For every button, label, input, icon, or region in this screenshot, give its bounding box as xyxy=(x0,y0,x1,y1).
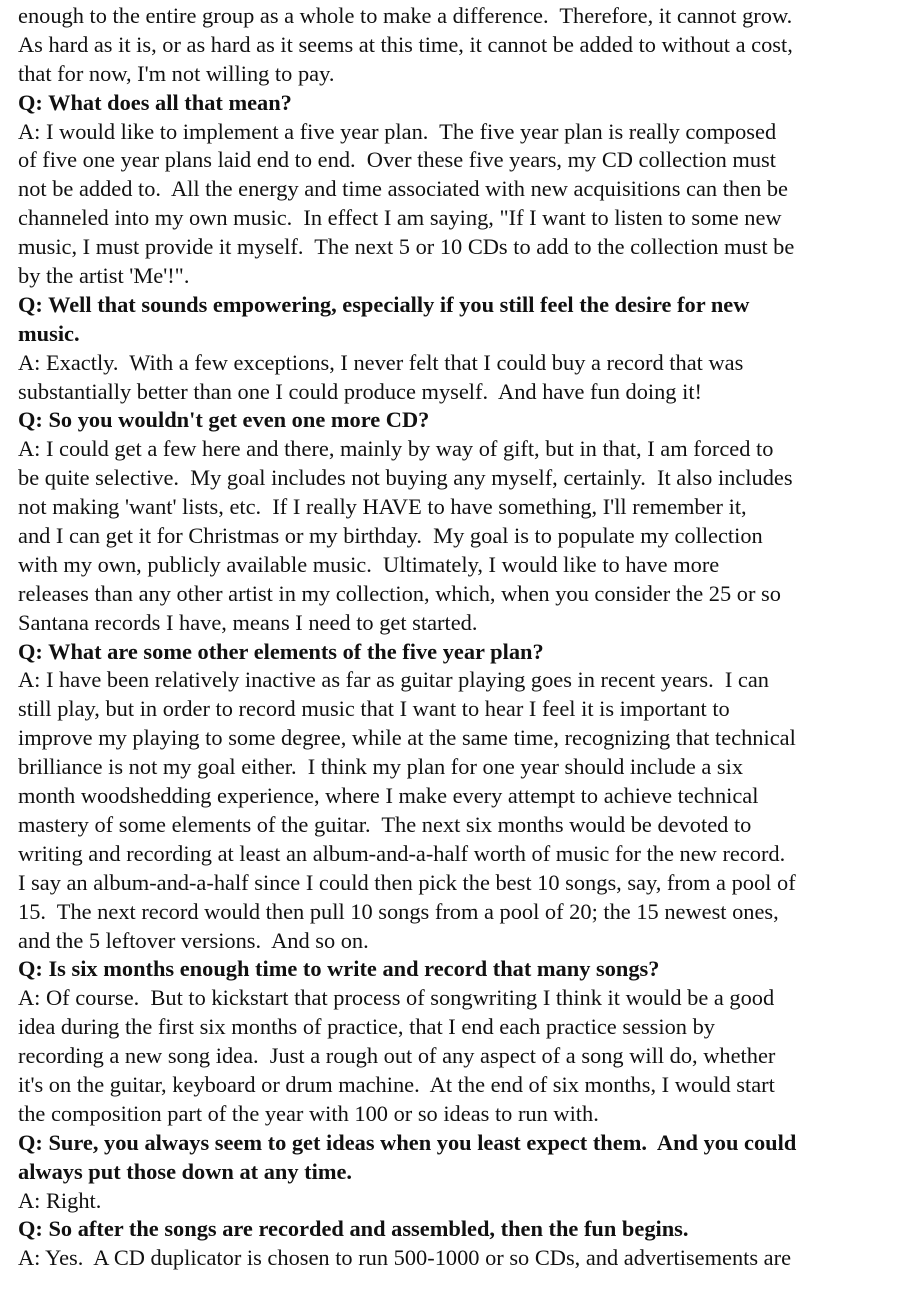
question-line: Q: So you wouldn't get even one more CD? xyxy=(18,407,430,433)
question-line: music. xyxy=(18,320,80,346)
question-block xyxy=(18,291,898,349)
answer-line: A: Right. xyxy=(18,1187,102,1213)
answer-block xyxy=(18,984,898,1128)
answer-line: brilliance is not my goal either. I think my plan for one year should include a six xyxy=(18,754,744,780)
question-line: Q: What are some other elements of the five year plan? xyxy=(18,638,544,664)
answer-line: month woodshedding experience, where I make every attempt to achieve technical xyxy=(18,783,759,809)
answer-block xyxy=(18,2,898,89)
answer-block xyxy=(18,435,898,637)
answer-line: improve my playing to some degree, while at the same time, recognizing that technical xyxy=(18,725,796,751)
answer-line: channeled into my own music. In effect I am saying, "If I want to listen to some new xyxy=(18,205,782,231)
answer-line: releases than any other artist in my collection, which, when you consider the 25 or so xyxy=(18,580,781,606)
question-block xyxy=(18,1129,898,1187)
answer-line: Santana records I have, means I need to get started. xyxy=(18,609,478,635)
question-line: Q: Well that sounds empowering, especially if you still feel the desire for new xyxy=(18,291,750,317)
answer-line: the composition part of the year with 100 or so ideas to run with. xyxy=(18,1100,599,1126)
answer-line: substantially better than one I could produce myself. And have fun doing it! xyxy=(18,378,702,404)
answer-line: not be added to. All the energy and time associated with new acquisitions can then be xyxy=(18,176,788,202)
answer-line: writing and recording at least an album-and-a-half worth of music for the new record. xyxy=(18,840,786,866)
answer-line: of five one year plans laid end to end. Over these five years, my CD collection must xyxy=(18,147,776,173)
answer-line: A: I would like to implement a five year plan. The five year plan is really composed xyxy=(18,118,777,144)
question-line: Q: What does all that mean? xyxy=(18,89,292,115)
answer-line: A: Yes. A CD duplicator is chosen to run 500-1000 or so CDs, and advertisements are xyxy=(18,1245,792,1271)
answer-line: and the 5 leftover versions. And so on. xyxy=(18,927,369,953)
answer-line: idea during the first six months of practice, that I end each practice session by xyxy=(18,1014,715,1040)
question-block xyxy=(18,955,898,984)
answer-line: and I can get it for Christmas or my birthday. My goal is to populate my collection xyxy=(18,523,763,549)
answer-line: A: I could get a few here and there, mainly by way of gift, but in that, I am forced to xyxy=(18,436,774,462)
question-line: Q: So after the songs are recorded and assembled, then the fun begins. xyxy=(18,1216,689,1242)
answer-line: be quite selective. My goal includes not buying any myself, certainly. It also includes xyxy=(18,465,793,491)
question-line: Q: Is six months enough time to write and record that many songs? xyxy=(18,956,660,982)
answer-line: As hard as it is, or as hard as it seems at this time, it cannot be added to without a cost, xyxy=(18,31,793,57)
answer-line: mastery of some elements of the guitar. The next six months would be devoted to xyxy=(18,811,752,837)
answer-line: with my own, publicly available music. Ultimately, I would like to have more xyxy=(18,551,720,577)
answer-line: recording a new song idea. Just a rough out of any aspect of a song will do, whether xyxy=(18,1043,776,1069)
answer-block xyxy=(18,349,898,407)
answer-block xyxy=(18,666,898,955)
question-block xyxy=(18,406,898,435)
answer-line: not making 'want' lists, etc. If I really HAVE to have something, I'll remember it, xyxy=(18,494,747,520)
answer-line: I say an album-and-a-half since I could then pick the best 10 songs, say, from a pool of xyxy=(18,869,796,895)
answer-line: that for now, I'm not willing to pay. xyxy=(18,60,335,86)
answer-line: A: Of course. But to kickstart that process of songwriting I think it would be a good xyxy=(18,985,775,1011)
answer-line: it's on the guitar, keyboard or drum machine. At the end of six months, I would start xyxy=(18,1071,775,1097)
question-block xyxy=(18,89,898,118)
question-line: Q: Sure, you always seem to get ideas when you least expect them. And you could xyxy=(18,1129,797,1155)
document-page xyxy=(18,2,898,1273)
question-line: always put those down at any time. xyxy=(18,1158,353,1184)
answer-block xyxy=(18,1244,898,1273)
answer-line: enough to the entire group as a whole to make a difference. Therefore, it cannot grow. xyxy=(18,3,793,28)
question-block xyxy=(18,638,898,667)
answer-line: A: I have been relatively inactive as far as guitar playing goes in recent years. I can xyxy=(18,667,770,693)
answer-line: A: Exactly. With a few exceptions, I never felt that I could buy a record that was xyxy=(18,349,744,375)
answer-line: music, I must provide it myself. The next 5 or 10 CDs to add to the collection must be xyxy=(18,234,795,260)
question-block xyxy=(18,1215,898,1244)
answer-line: 15. The next record would then pull 10 songs from a pool of 20; the 15 newest ones, xyxy=(18,898,779,924)
answer-block xyxy=(18,1187,898,1216)
answer-block xyxy=(18,118,898,291)
answer-line: still play, but in order to record music that I want to hear I feel it is important to xyxy=(18,696,730,722)
answer-line: by the artist 'Me'!". xyxy=(18,263,190,289)
